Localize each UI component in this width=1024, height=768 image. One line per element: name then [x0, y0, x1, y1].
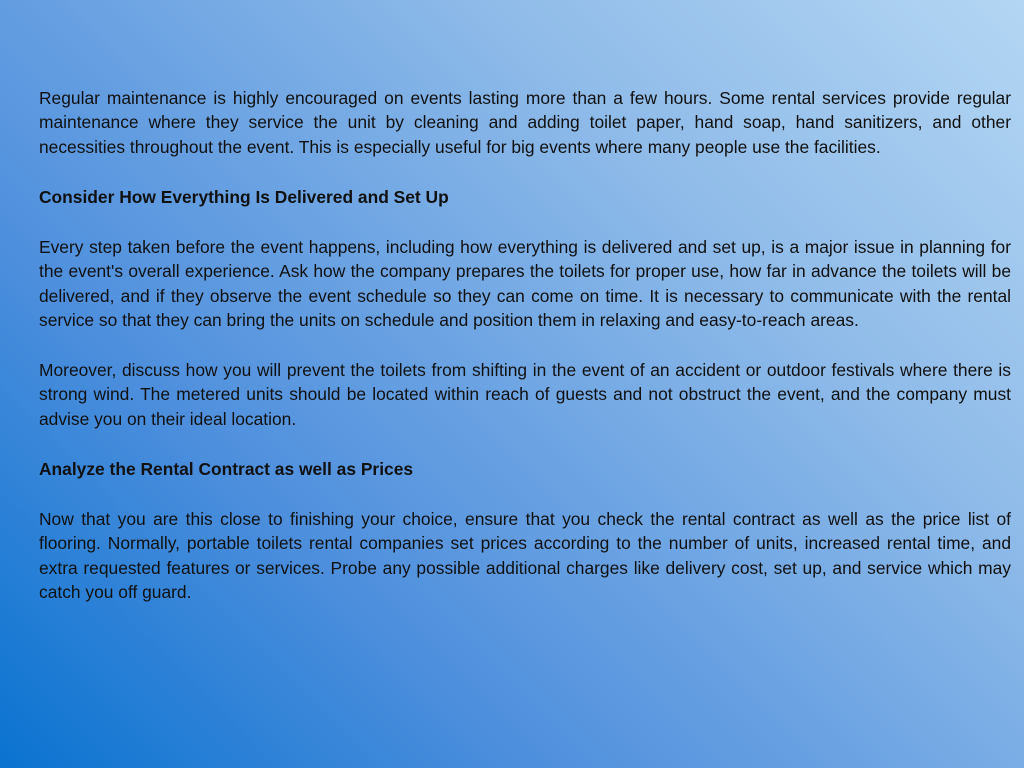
heading-delivery-setup: Consider How Everything Is Delivered and Set Up	[39, 186, 449, 207]
spacer	[39, 481, 1011, 507]
spacer	[39, 209, 1011, 235]
paragraph-contract: Now that you are this close to finishing your choice, ensure that you check the rental contract as well as the price list of flooring. Normally, portable toilets rental companies set prices according to the number of units, increased rental time, and extra requested features or services. Probe any possible additional charges like delivery cost, set up, and service which may catch you off guard.	[39, 508, 1011, 603]
heading-rental-contract: Analyze the Rental Contract as well as Prices	[39, 458, 414, 479]
paragraph-prevention: Moreover, discuss how you will prevent the toilets from shifting in the event of an accident or outdoor festivals where there is strong wind. The metered units should be located within reach of guests and not obstruct the event, and the company must advise you on their ideal location.	[39, 360, 1011, 429]
spacer	[39, 159, 1011, 185]
spacer	[39, 431, 1011, 457]
slide-content	[39, 86, 1011, 604]
spacer	[39, 332, 1011, 358]
paragraph-maintenance: Regular maintenance is highly encouraged on events lasting more than a few hours. Some rental services provide regular maintenance where they service the unit by cleaning and adding toilet paper, hand soap, hand sanitizers, and other necessities throughout the event. This is especially useful for big events where many people use the facilities.	[39, 88, 1011, 157]
paragraph-delivery: Every step taken before the event happens, including how everything is delivered and set up, is a major issue in planning for the event's overall experience. Ask how the company prepares the toilets for proper use, how far in advance the toilets will be delivered, and if they observe the event schedule so they can come on time. It is necessary to communicate with the rental service so that they can bring the units on schedule and position them in relaxing and easy-to-reach areas.	[39, 236, 1011, 331]
